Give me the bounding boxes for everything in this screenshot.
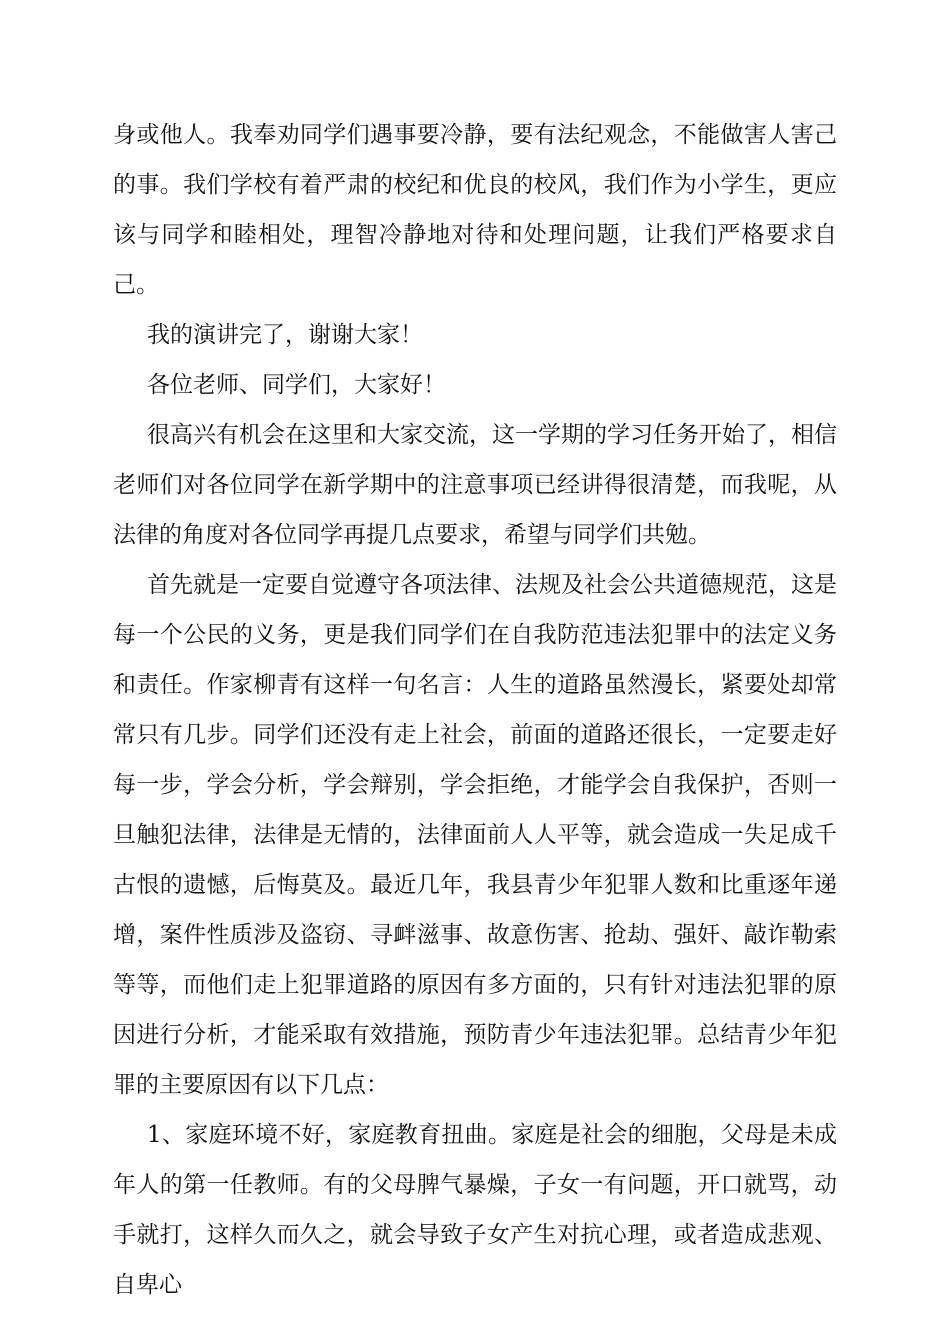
first-point-paragraph: 首先就是一定要自觉遵守各项法律、法规及社会公共道德规范，这是每一个公民的义务，更是我们同学们在自我防范违法犯罪中的法定义务和责任。作家柳青有这样一句名言：人生的道路虽然漫长，紧要处却常常只有几步。同学们还没有走上社会，前面的道路还很长，一定要走好每一步，学会分析，学会辩别，学会拒绝，才能学会自我保护，否则一旦触犯法律，法律是无情的，法律面前人人平等，就会造成一失足成千古恨的遗憾，后悔莫及。最近几年，我县青少年犯罪人数和比重逐年递增，案件性质涉及盗窃、寻衅滋事、故意伤害、抢劫、强奸、敲诈勒索等等，而他们走上犯罪道路的原因有多方面的，只有针对违法犯罪的原因进行分析，才能采取有效措施，预防青少年违法犯罪。总结青少年犯罪的主要原因有以下几点： xyxy=(113,572,837,1098)
intro-paragraph: 很高兴有机会在这里和大家交流，这一学期的学习任务开始了，相信老师们对各位同学在新学期中的注意事项已经讲得很清楚，而我呢，从法律的角度对各位同学再提几点要求，希望与同学们共勉。 xyxy=(113,422,837,548)
greeting-line: 各位老师、同学们，大家好！ xyxy=(147,372,446,398)
continued-paragraph: 身或他人。我奉劝同学们遇事要冷静，要有法纪观念，不能做害人害己的事。我们学校有着严肃的校纪和优良的校风，我们作为小学生，更应该与同学和睦相处，理智冷静地对待和处理问题，让我们严格要求自己。 xyxy=(113,122,837,298)
speech-body-section xyxy=(113,360,837,1310)
speech-ending-section xyxy=(113,110,837,360)
family-environment-paragraph: 1、家庭环境不好，家庭教育扭曲。家庭是社会的细胞，父母是未成年人的第一任教师。有的父母脾气暴燥，子女一有问题，开口就骂，动手就打，这样久而久之，就会导致子女产生对抗心理，或者造成悲观、自卑心 xyxy=(113,1122,837,1298)
closing-line: 我的演讲完了，谢谢大家！ xyxy=(147,322,423,348)
